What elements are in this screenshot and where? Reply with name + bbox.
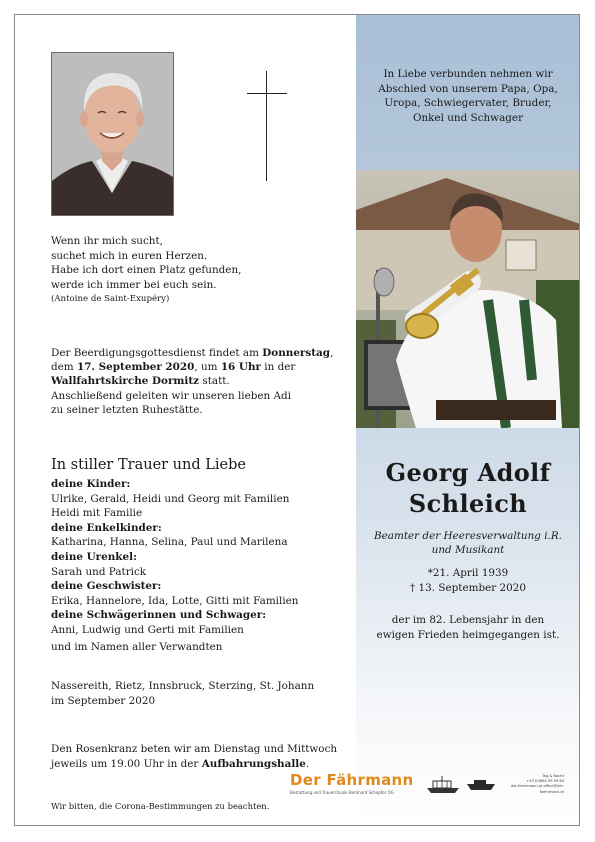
deceased-name — [356, 457, 580, 519]
places — [51, 679, 341, 708]
poem-line: werde ich immer bei euch sein. — [51, 278, 217, 291]
grandchildren-label: deine Enkelkinder: — [51, 521, 162, 534]
siblings-names: Erika, Hannelore, Ida, Lotte, Gitti mit Familien — [51, 594, 299, 607]
logo-brand: Der Fährmann — [290, 771, 414, 789]
poem-author: (Antoine de Saint-Exupéry) — [51, 294, 170, 305]
role-line: und Musikant — [431, 544, 505, 556]
trumpet-player-photo — [356, 170, 580, 428]
funeral-service-info — [51, 346, 346, 417]
rosary-line: . — [305, 757, 310, 770]
service-text: statt. — [199, 375, 230, 388]
service-text: dem — [51, 361, 77, 374]
siblings-label: deine Geschwister: — [51, 580, 162, 593]
service-text: Der Beerdigungsgottesdienst findet am — [51, 347, 263, 359]
contact-line: Tag & Nacht — [542, 774, 564, 778]
service-day: Donnerstag — [262, 347, 331, 359]
deceased-last-name: Schleich — [408, 489, 528, 518]
intro-line: Abschied von unserem Papa, Opa, — [378, 82, 558, 95]
rosary-line: jeweils um 19.00 Uhr in der — [51, 757, 202, 770]
rosary-info — [51, 742, 351, 771]
service-text: zu seiner letzten Ruhestätte. — [51, 403, 203, 416]
boat-icon — [466, 778, 496, 794]
rosary-hall: Aufbahrungshalle — [201, 757, 306, 770]
rosary-line: Den Rosenkranz beten wir am Dienstag und Mittwoch — [51, 743, 338, 755]
service-text: in der — [260, 361, 296, 374]
great-grandchildren-names: Sarah und Patrick — [51, 565, 147, 578]
great-grandchildren-label: deine Urenkel: — [51, 550, 137, 563]
obituary-card — [14, 14, 580, 826]
children-names: Heidi mit Familie — [51, 507, 143, 520]
corona-notice: Wir bitten, die Corona-Bestimmungen zu beachten. — [51, 801, 270, 811]
passed-text — [356, 613, 580, 642]
intro-text — [368, 67, 568, 125]
passed-line: der im 82. Lebensjahr in den — [391, 614, 545, 626]
cross-icon — [247, 71, 287, 181]
deceased-first-name: Georg Adolf — [385, 458, 551, 487]
logo-subtitle: Bestattung und Trauerrituale Bernhard Schopfer OG — [290, 790, 394, 795]
deceased-role — [356, 529, 580, 557]
in-laws-names: Anni, Ludwig und Gerti mit Familien — [51, 623, 244, 636]
service-date: 17. September 2020 — [76, 361, 195, 374]
service-text: Anschließend geleiten wir unseren lieben Adi — [51, 389, 292, 402]
life-dates — [356, 566, 580, 596]
mourners-heading: In stiller Trauer und Liebe — [51, 457, 246, 473]
mourners-list — [51, 455, 351, 654]
ferry-boat-icon — [425, 775, 461, 795]
role-line: Beamter der Heeresverwaltung i.R. — [374, 530, 562, 542]
service-text: , um — [194, 361, 221, 374]
birth-date: *21. April 1939 — [427, 567, 509, 579]
places-date: im September 2020 — [51, 694, 156, 707]
intro-line: Uropa, Schwiegervater, Bruder, — [384, 97, 552, 110]
service-text: , — [330, 347, 334, 359]
in-laws-label: deine Schwägerinnen und Schwager: — [51, 609, 267, 622]
service-time: 16 Uhr — [220, 361, 261, 374]
intro-line: Onkel und Schwager — [412, 111, 524, 124]
poem-line: Habe ich dort einen Platz gefunden, — [51, 264, 242, 277]
places-line: Nassereith, Rietz, Innsbruck, Sterzing, St. Johann — [51, 680, 315, 692]
relatives-line: und im Namen aller Verwandten — [51, 640, 223, 653]
passed-line: ewigen Frieden heimgegangen ist. — [376, 628, 560, 641]
poem — [51, 234, 341, 307]
funeral-home-logo — [290, 771, 422, 799]
children-names: Ulrike, Gerald, Heidi und Georg mit Familien — [51, 492, 290, 505]
grandchildren-names: Katharina, Hanna, Selina, Paul und Marilena — [51, 536, 288, 549]
contact-line: der-faehrmann.at office@der-faehrmann.at — [510, 784, 564, 794]
poem-line: suchet mich in euren Herzen. — [51, 249, 208, 262]
death-date: † 13. September 2020 — [410, 582, 526, 594]
intro-line: In Liebe verbunden nehmen wir — [383, 68, 553, 80]
contact-info — [498, 774, 564, 795]
contact-line: +43 (0)664 99 99 60 — [526, 779, 564, 784]
poem-line: Wenn ihr mich sucht, — [51, 235, 163, 247]
service-church: Wallfahrtskirche Dormitz — [51, 375, 200, 388]
children-label: deine Kinder: — [51, 478, 131, 490]
portrait-photo — [51, 52, 174, 216]
